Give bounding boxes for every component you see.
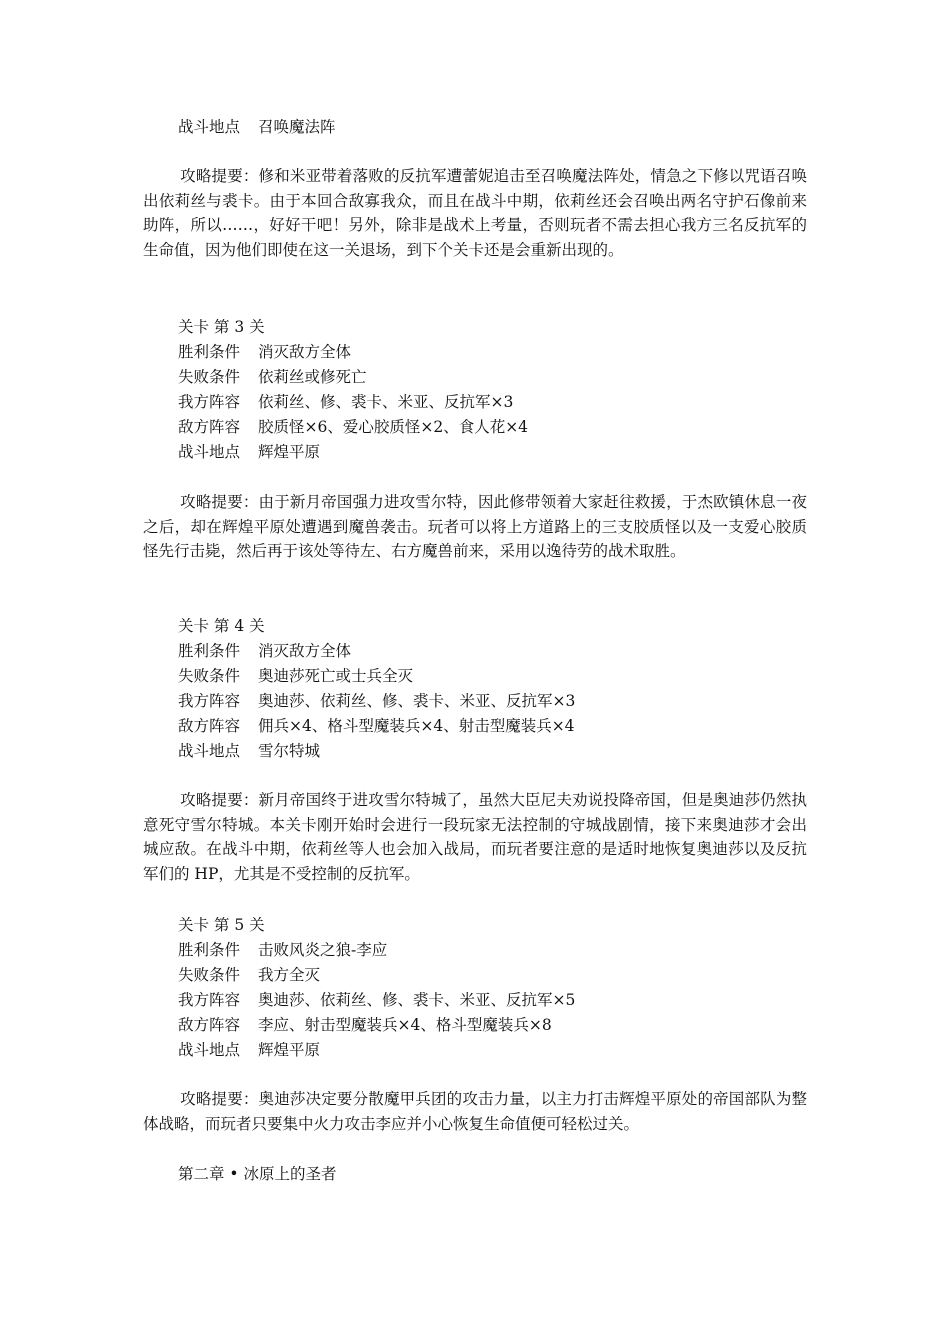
lose-label: 失败条件 xyxy=(178,966,241,984)
enemy-value: 李应、射击型魔装兵×4、格斗型魔装兵×8 xyxy=(258,1016,552,1034)
s4-location-line xyxy=(178,739,320,763)
ally-label: 我方阵容 xyxy=(178,692,241,710)
s0-location-line xyxy=(178,115,336,139)
s5-ally-line xyxy=(178,988,575,1012)
ally-value: 奥迪莎、依莉丝、修、裘卡、米亚、反抗军×3 xyxy=(258,692,576,710)
s3-lose-line xyxy=(178,365,367,389)
lose-label: 失败条件 xyxy=(178,667,241,685)
s3-enemy-line xyxy=(178,415,528,439)
win-value: 击败风炎之狼-李应 xyxy=(258,941,388,959)
ally-label: 我方阵容 xyxy=(178,393,241,411)
s5-tip-paragraph xyxy=(143,1087,807,1136)
s3-tip-paragraph xyxy=(143,490,807,564)
lose-value: 奥迪莎死亡或士兵全灭 xyxy=(258,667,414,685)
enemy-value: 佣兵×4、格斗型魔装兵×4、射击型魔装兵×4 xyxy=(258,717,575,735)
s5-location-line xyxy=(178,1038,320,1062)
s3-location-line xyxy=(178,440,320,464)
s4-win-line xyxy=(178,639,351,663)
win-label: 胜利条件 xyxy=(178,343,241,361)
lose-value: 依莉丝或修死亡 xyxy=(258,368,367,386)
location-value: 雪尔特城 xyxy=(258,742,321,760)
win-value: 消灭敌方全体 xyxy=(258,343,352,361)
location-label: 战斗地点 xyxy=(178,118,241,136)
s5-stage-heading: 关卡 第 5 关 xyxy=(178,916,265,934)
s4-tip-text: 攻略提要：新月帝国终于进攻雪尔特城了，虽然大臣尼夫劝说投降帝国，但是奥迪莎仍然执意死守雪尔特城。本关卡刚开始时会进行一段玩家无法控制的守城战剧情，接下来奥迪莎才会出城应敌。在战斗中期，依莉丝等人也会加入战局，而玩者要注意的是适时地恢复奥迪莎以及反抗军们的 HP，尤其是不受控制的反抗军。 xyxy=(143,791,807,883)
s4-ally-line xyxy=(178,689,575,713)
lose-label: 失败条件 xyxy=(178,368,241,386)
location-value: 召唤魔法阵 xyxy=(258,118,336,136)
location-value: 辉煌平原 xyxy=(258,443,321,461)
enemy-label: 敌方阵容 xyxy=(178,717,241,735)
ally-value: 奥迪莎、依莉丝、修、裘卡、米亚、反抗军×5 xyxy=(258,991,576,1009)
ally-label: 我方阵容 xyxy=(178,991,241,1009)
s3-win-line xyxy=(178,340,351,364)
win-label: 胜利条件 xyxy=(178,642,241,660)
s4-stage-heading: 关卡 第 4 关 xyxy=(178,617,265,635)
s4-lose-line xyxy=(178,664,413,688)
ally-value: 依莉丝、修、裘卡、米亚、反抗军×3 xyxy=(258,393,514,411)
enemy-label: 敌方阵容 xyxy=(178,1016,241,1034)
s0-tip-paragraph xyxy=(143,164,807,262)
s3-tip-text: 攻略提要：由于新月帝国强力进攻雪尔特，因此修带领着大家赶往救援，于杰欧镇休息一夜之后，却在辉煌平原处遭遇到魔兽袭击。玩者可以将上方道路上的三支胶质怪以及一支爱心胶质怪先行击毙，然后再于该处等待左、右方魔兽前来，采用以逸待劳的战术取胜。 xyxy=(143,493,807,560)
s0-tip-text: 攻略提要：修和米亚带着落败的反抗军遭蕾妮追击至召唤魔法阵处，情急之下修以咒语召唤出依莉丝与裘卡。由于本回合敌寡我众，而且在战斗中期，依莉丝还会召唤出两名守护石像前来助阵，所以……，好好干吧！另外，除非是战术上考量，否则玩者不需去担心我方三名反抗军的生命值，因为他们即使在这一关退场，到下个关卡还是会重新出现的。 xyxy=(143,167,807,259)
lose-value: 我方全灭 xyxy=(258,966,321,984)
location-label: 战斗地点 xyxy=(178,1041,241,1059)
s5-tip-text: 攻略提要：奥迪莎决定要分散魔甲兵团的攻击力量，以主力打击辉煌平原处的帝国部队为整体战略，而玩者只要集中火力攻击李应并小心恢复生命值便可轻松过关。 xyxy=(143,1090,807,1133)
s5-win-line xyxy=(178,938,387,962)
s4-tip-paragraph xyxy=(143,788,807,886)
s3-ally-line xyxy=(178,390,513,414)
enemy-label: 敌方阵容 xyxy=(178,418,241,436)
chapter-title: 第二章 • 冰原上的圣者 xyxy=(178,1165,337,1183)
location-label: 战斗地点 xyxy=(178,443,241,461)
location-label: 战斗地点 xyxy=(178,742,241,760)
s3-stage-heading: 关卡 第 3 关 xyxy=(178,318,265,336)
s4-enemy-line xyxy=(178,714,575,738)
s5-enemy-line xyxy=(178,1013,552,1037)
win-label: 胜利条件 xyxy=(178,941,241,959)
s5-lose-line xyxy=(178,963,320,987)
location-value: 辉煌平原 xyxy=(258,1041,321,1059)
enemy-value: 胶质怪×6、爱心胶质怪×2、食人花×4 xyxy=(258,418,529,436)
win-value: 消灭敌方全体 xyxy=(258,642,352,660)
